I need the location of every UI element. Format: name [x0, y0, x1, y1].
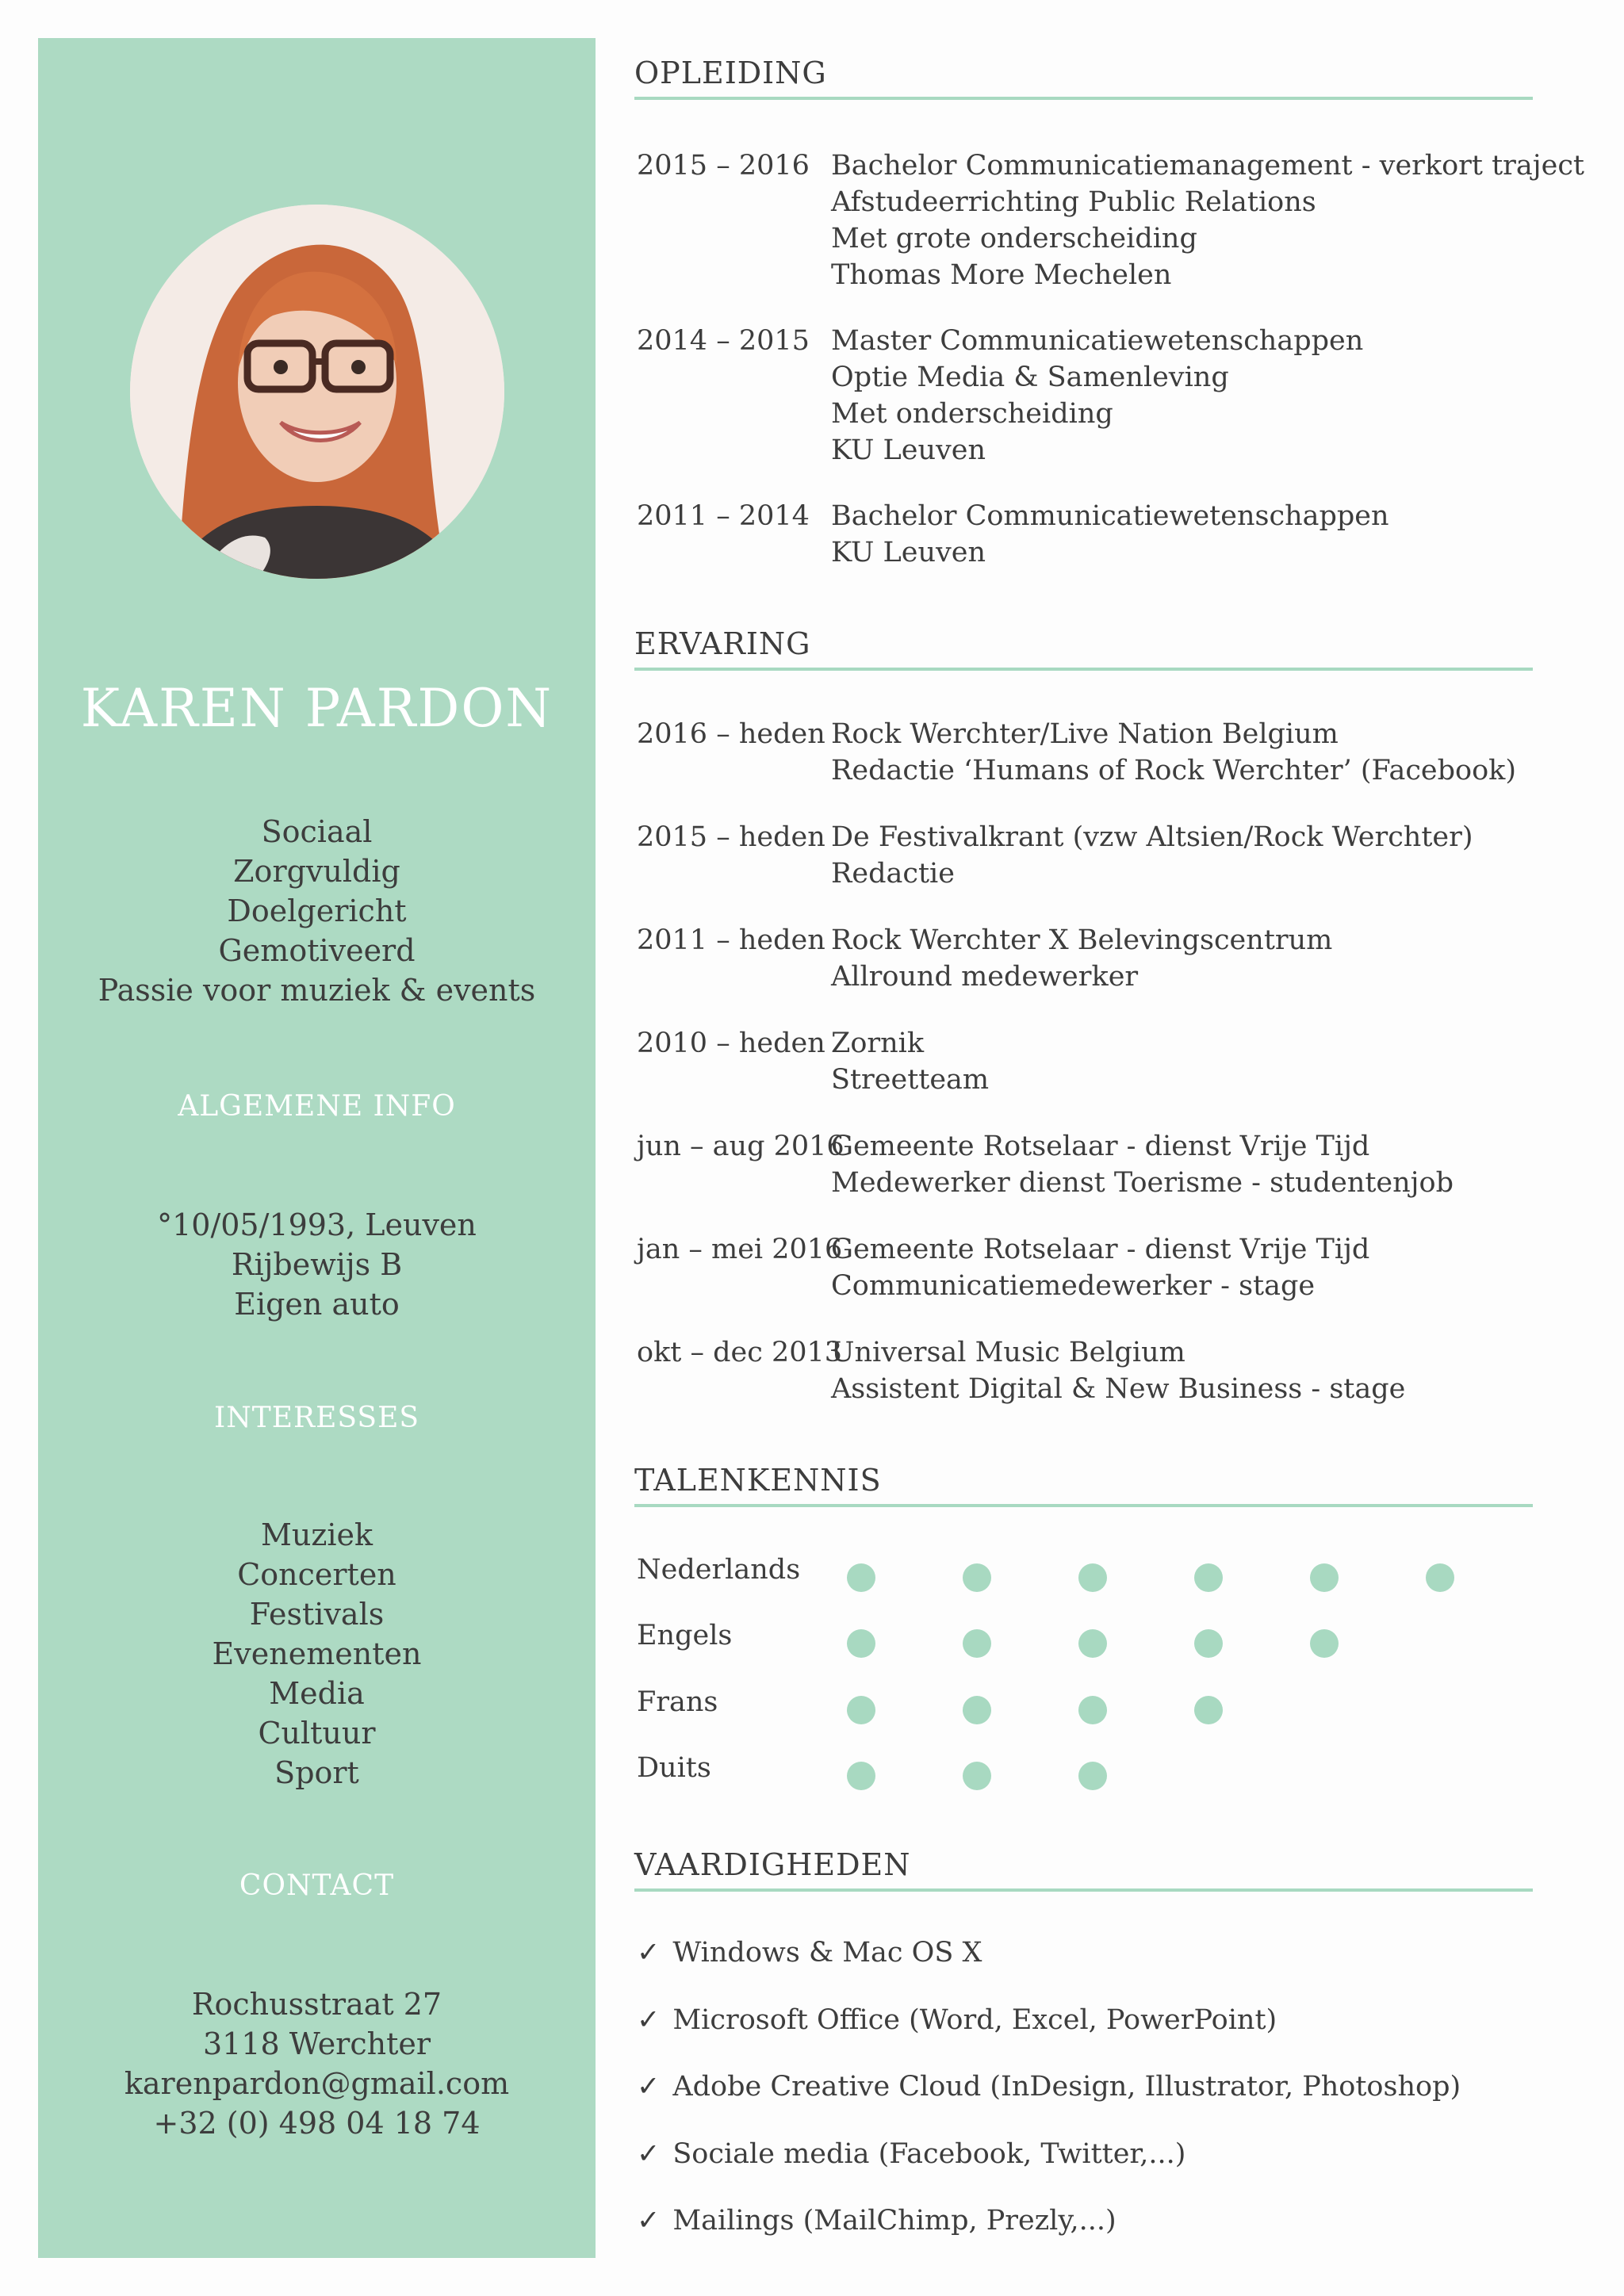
entry-line: Streetteam [831, 1064, 990, 1096]
proficiency-dot [1078, 1696, 1107, 1724]
entry-date: 2015 – 2016 [637, 150, 810, 182]
entry-line: Allround medewerker [831, 961, 1139, 993]
education-title: OPLEIDING [634, 55, 1533, 100]
skill-label: Mailings (MailChimp, Prezly,...) [672, 2205, 1116, 2237]
language-name: Frans [637, 1686, 718, 1718]
check-icon: ✓ [637, 1937, 661, 1969]
entry-date: 2010 – heden [637, 1027, 825, 1059]
contact-list [38, 1984, 596, 2143]
traits-list [38, 812, 596, 1010]
info-heading: ALGEMENE INFO [178, 1090, 456, 1123]
proficiency-dot [847, 1563, 875, 1592]
entry-line: Met onderscheiding [831, 398, 1113, 430]
skill-item [637, 1937, 982, 1969]
interest-item: Concerten [237, 1557, 396, 1592]
person-name: KAREN PARDON [80, 678, 553, 739]
proficiency-dot [1078, 1563, 1107, 1592]
interest-item: Muziek [260, 1517, 373, 1552]
info-item: °10/05/1993, Leuven [157, 1207, 477, 1242]
contact-heading: CONTACT [239, 1869, 395, 1902]
skill-label: Windows & Mac OS X [672, 1937, 982, 1969]
entry-line: Zornik [831, 1027, 925, 1059]
entry-line: Assistent Digital & New Business - stage [831, 1373, 1406, 1405]
entry-line: Optie Media & Samenleving [831, 362, 1229, 393]
entry-line: Gemeente Rotselaar - dienst Vrije Tijd [831, 1234, 1370, 1265]
trait-item: Zorgvuldig [233, 854, 400, 889]
language-name: Nederlands [637, 1554, 801, 1586]
interests-list [38, 1515, 596, 1793]
proficiency-dot [847, 1629, 875, 1658]
entry-line: KU Leuven [831, 537, 986, 568]
entry-date: jun – aug 2016 [637, 1131, 845, 1162]
proficiency-dot [1310, 1563, 1339, 1592]
interests-heading: INTERESSES [213, 1402, 420, 1434]
experience-title: ERVARING [634, 626, 1533, 671]
skill-item [637, 2205, 1116, 2237]
check-icon: ✓ [637, 2205, 661, 2237]
entry-line: Redactie ‘Humans of Rock Werchter’ (Facebook) [831, 755, 1517, 786]
entry-line: Gemeente Rotselaar - dienst Vrije Tijd [831, 1131, 1370, 1162]
entry-line: Rock Werchter/Live Nation Belgium [831, 718, 1339, 750]
contact-city: 3118 Werchter [202, 2026, 431, 2061]
language-name: Engels [637, 1620, 733, 1651]
entry-line: Redactie [831, 858, 955, 890]
info-list [38, 1205, 596, 1324]
profile-photo-image [130, 205, 504, 579]
skill-label: Microsoft Office (Word, Excel, PowerPoint) [672, 2004, 1277, 2036]
proficiency-dot [963, 1762, 991, 1790]
trait-item: Gemotiveerd [218, 933, 416, 968]
entry-date: 2016 – heden [637, 718, 825, 750]
languages-title: TALENKENNIS [634, 1463, 1533, 1507]
trait-item: Doelgericht [227, 894, 407, 928]
entry-line: Master Communicatiewetenschappen [831, 325, 1364, 357]
skill-label: Adobe Creative Cloud (InDesign, Illustrator, Photoshop) [672, 2071, 1461, 2103]
skill-label: Sociale media (Facebook, Twitter,...) [672, 2138, 1186, 2170]
interest-item: Cultuur [258, 1716, 376, 1751]
contact-phone[interactable]: +32 (0) 498 04 18 74 [153, 2106, 481, 2141]
entry-date: jan – mei 2016 [637, 1234, 843, 1265]
info-item: Rijbewijs B [231, 1247, 403, 1282]
check-icon: ✓ [637, 2071, 661, 2103]
skill-item [637, 2138, 1185, 2170]
entry-date: 2011 – 2014 [637, 500, 810, 532]
entry-line: Thomas More Mechelen [831, 259, 1172, 291]
language-row [637, 1686, 1541, 1726]
proficiency-dot [1194, 1563, 1223, 1592]
interest-item: Sport [274, 1755, 359, 1790]
proficiency-dot [1078, 1629, 1107, 1658]
entry-line: Rock Werchter X Belevingscentrum [831, 924, 1333, 956]
proficiency-dot [1078, 1762, 1107, 1790]
entry-line: Met grote onderscheiding [831, 223, 1197, 254]
entry-date: 2015 – heden [637, 821, 825, 853]
entry-line: Communicatiemedewerker - stage [831, 1270, 1316, 1302]
entry-line: Medewerker dienst Toerisme - studentenjob [831, 1167, 1454, 1199]
proficiency-dot [963, 1563, 991, 1592]
info-item: Eigen auto [234, 1287, 400, 1322]
proficiency-dot [1310, 1629, 1339, 1658]
proficiency-dot [1194, 1629, 1223, 1658]
skills-title: VAARDIGHEDEN [634, 1847, 1533, 1892]
entry-line: KU Leuven [831, 434, 986, 466]
skill-item [637, 2004, 1277, 2036]
entry-date: okt – dec 2013 [637, 1337, 843, 1368]
proficiency-dot [847, 1762, 875, 1790]
interest-item: Evenementen [212, 1636, 422, 1671]
proficiency-dot [963, 1629, 991, 1658]
check-icon: ✓ [637, 2004, 661, 2036]
profile-photo [130, 205, 504, 579]
entry-line: Afstudeerrichting Public Relations [831, 186, 1316, 218]
language-name: Duits [637, 1752, 711, 1784]
proficiency-dot [963, 1696, 991, 1724]
check-icon: ✓ [637, 2138, 661, 2170]
entry-date: 2011 – heden [637, 924, 825, 956]
contact-email[interactable]: karenpardon@gmail.com [124, 2066, 510, 2101]
trait-item: Passie voor muziek & events [98, 973, 536, 1008]
entry-line: Bachelor Communicatiewetenschappen [831, 500, 1389, 532]
interest-item: Media [269, 1676, 365, 1711]
interest-item: Festivals [249, 1597, 385, 1632]
language-row [637, 1554, 1541, 1594]
language-row [637, 1752, 1541, 1792]
language-row [637, 1620, 1541, 1659]
entry-line: Bachelor Communicatiemanagement - verkort traject [831, 150, 1584, 182]
entry-line: De Festivalkrant (vzw Altsien/Rock Werchter) [831, 821, 1473, 853]
entry-line: Universal Music Belgium [831, 1337, 1185, 1368]
proficiency-dot [1426, 1563, 1454, 1592]
proficiency-dot [1194, 1696, 1223, 1724]
skill-item [637, 2071, 1461, 2103]
contact-address: Rochusstraat 27 [191, 1987, 442, 2022]
proficiency-dot [847, 1696, 875, 1724]
entry-date: 2014 – 2015 [637, 325, 810, 357]
trait-item: Sociaal [261, 814, 373, 849]
